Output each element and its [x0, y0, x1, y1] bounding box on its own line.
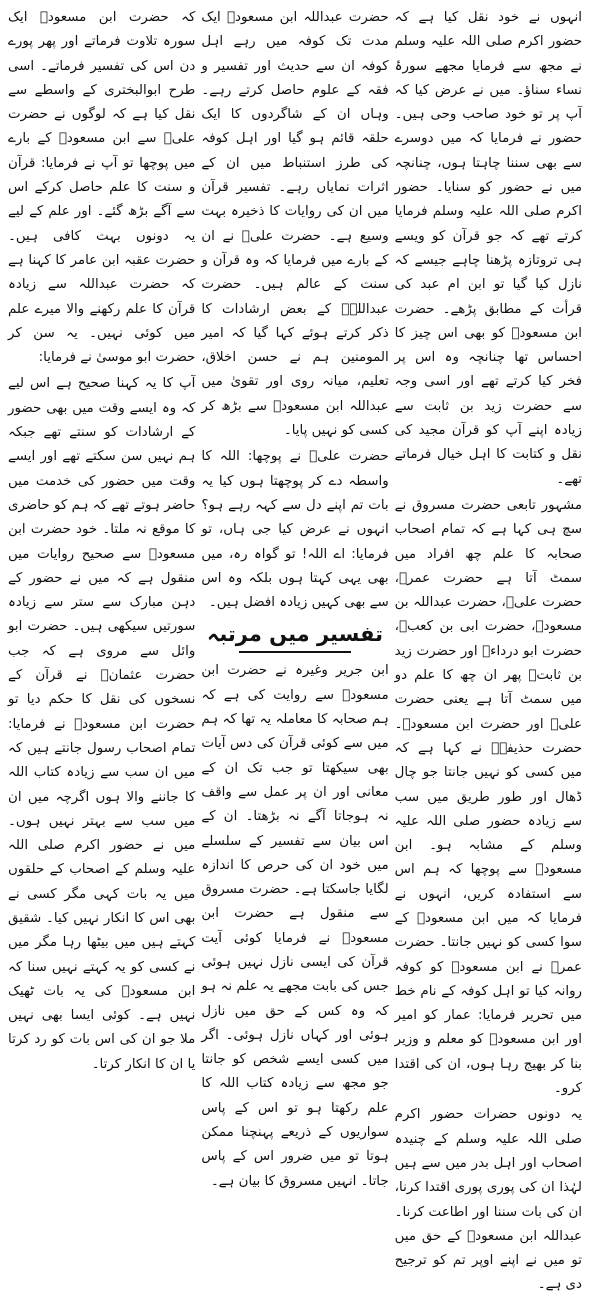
paragraph: ابن جریر وغیرہ نے حضرت ابن مسعودؓ سے روایت کی ہے کہ ہم صحابہ کا معاملہ یہ تھا کہ ہم میں سے کوئی قرآن کی دس آیات بھی سیکھتا تو جب تک ان کے معانی اور ان پر عمل سے واقف نہ ہوجاتا آگے نہ بڑھتا۔ ان کے اس بیان سے تفسیر کے سلسلے میں خود ان کی حرص کا اندازہ لگایا جاسکتا ہے۔ حضرت مسروق سے منقول ہے حضرت ابن مسعودؓ نے فرمایا کوئی آیت قرآن کی ایسی نازل نہیں ہوئی جس کی بابت مجھے یہ علم نہ ہو کہ وہ کس کے حق میں نازل ہوئی اور کہاں نازل ہوئی۔ اگر میں کسی ایسے شخص کو جانتا جو مجھ سے زیادہ کتاب اللہ کا علم رکھتا ہو تو اس کے پاس سواریوں کے ذریعے پہنچنا ممکن ہوتا تو میں ضرور اس کے پاس جاتا۔ انہیں مسروق کا بیان ہے۔: [201, 663, 389, 1189]
paragraph: انہوں نے خود نقل کیا ہے کہ حضور اکرم صلی اللہ علیہ وسلم نے مجھ سے فرمایا مجھے سورۂ نساء سناؤ۔ میں نے عرض کیا کہ آپ پر تو خود صاحب وحی ہیں۔ حضور نے فرمایا کہ میں دوسرے سے بھی سننا چاہتا ہوں، چنانچہ میں نے حضور کو سنایا۔ حضور اکرم صلی اللہ علیہ وسلم فرمایا کرتے تھے کہ جو قرآن کو ویسے ہی تروتازہ پڑھنا چاہے جیسے کہ نازل کیا گیا تو ابن ام عبد کی قرأت کے مطابق پڑھے۔ حضرت ابن مسعودؓ کو بھی اس چیز کا احساس تھا چنانچہ وہ اس پر فخر کیا کرتے تھے اور اسی وجہ سے حضرت زید بن ثابت سے زیادہ اپنے آپ کو قرآن مجید کی نقل و کتابت کا اہل خیال فرماتے تھے۔: [394, 10, 582, 487]
paragraph: آپ کا یہ کہنا صحیح ہے اس لیے کہ وہ ایسے وقت میں بھی حضور کے ارشادات کو سنتے تھے جبکہ ہم نہیں سن سکتے تھے اور ایسے وقت میں حضور کی خدمت میں حاضر ہوتے تھے کہ ہم کو حاضری کا موقع نہ ملتا۔ خود حضرت ابن مسعودؓ سے صحیح روایات میں منقول ہے کہ میں نے حضور کے دہن مبارک سے ستر سے زیادہ سورتیں سیکھی ہیں۔ حضرت ابو وائل سے مروی ہے کہ جب حضرت عثمانؓ نے قرآن کے نسخوں کی نقل کا حکم دیا تو حضرت ابن مسعودؓ نے فرمایا: تمام اصحاب رسول جانتے ہیں کہ میں ان سب سے زیادہ کتاب اللہ کا جاننے والا ہوں اگرچہ میں ان میں سب سے بہتر نہیں ہوں۔ میں نے حضور اکرم صلی اللہ علیہ وسلم کے اصحاب کے حلقوں میں یہ بات کہی مگر کسی نے بھی اس کا انکار نہیں کیا۔ شقیق کہتے ہیں میں بیٹھا رہا مگر میں نے کسی کو یہ کہتے نہیں سنا کہ ابن مسعودؓ کی یہ بات ٹھیک نہیں ہے۔ کوئی ایسا بھی نہیں ملا جو ان کی اس بات کو رد کرتا یا ان کا انکار کرتا۔: [8, 376, 196, 1072]
column-right: [394, 6, 582, 1293]
paragraph: کہ حضرت ابن مسعودؓ ایک سورہ تلاوت فرماتے اور پھر پورے دن اس کی تفسیر فرماتے۔ اسی طرح ابوالبختری کے واسطے سے نقل کیا ہے کہ لوگوں نے حضرت علیؓ سے ابن مسعودؓ کے بارے میں پوچھا تو آپ نے فرمایا: قرآن و سنت کا علم حاصل کرکے اس سے آگے بڑھ گئے۔ اور علم کے لیے یہ دونوں بہت کافی ہیں۔ حضرت عقبہ ابن عامر کا کہنا ہے کہ حضرت عبداللہ سے زیادہ قرآن کا علم رکھنے والا میرے علم میں کوئی نہیں۔ یہ سن کر حضرت ابو موسیٰ نے فرمایا:: [8, 10, 196, 366]
paragraph: مشہور تابعی حضرت مسروق نے سچ ہی کہا ہے کہ تمام اصحاب صحابہ کا علم چھ افراد میں سمٹ آتا ہے حضرت عمرؓ، حضرت علیؓ، حضرت عبداللہ بن مسعودؓ، حضرت ابی بن کعبؓ، حضرت ابو درداءؓ اور حضرت زید بن ثابتؓ پھر ان چھ کا علم دو میں سمٹ آتا ہے یعنی حضرت علیؓ اور حضرت ابن مسعودؓ۔ حضرت حذیفہؓ نے کہا ہے کہ میں کسی کو نہیں جانتا جو چال ڈھال اور طور طریق میں سب سے زیادہ حضور صلی اللہ علیہ وسلم کے مشابہ ہو۔ ابن مسعودؓ سے پوچھا کہ ہم اس سے استفادہ کریں، انہوں نے فرمایا کہ میں ابن مسعودؓ کے سوا کسی کو نہیں جانتا۔ حضرت عمرؓ نے ابن مسعودؓ کو کوفہ روانہ کیا تو اہل کوفہ کے نام خط میں تحریر فرمایا: عمار کو امیر اور ابن مسعودؓ کو معلم و وزیر بنا کر بھیج رہا ہوں، ان کی اقتدا کرو۔: [394, 497, 582, 1097]
section-heading: تفسیر میں مرتبہ: [207, 622, 383, 647]
paragraph: حضرت عبداللہ ابن مسعودؓ ایک مدت تک کوفہ میں رہے اہل کوفہ ان سے حدیث اور تفسیر و فقہ کے علوم حاصل کرتے رہے۔ وہاں ان کے شاگردوں کا ایک حلقہ قائم ہو گیا اور اہل کوفہ کی طرز استنباط میں ان کے اثرات نمایاں رہے۔ تفسیر قرآن میں ان کی روایات کا ذخیرہ بہت وسیع ہے۔ حضرت علیؓ نے ان کے بارے میں فرمایا کہ وہ قرآن و سنت کے عالم ہیں۔ حضرت عبداللہؓ کے بعض ارشادات کا ذکر کرتے ہوئے کہا گیا کہ امیر المومنین ہم نے حسن اخلاق، تعلیم، میانہ روی اور تقویٰ میں عبداللہ ابن مسعودؓ سے بڑھ کر کسی کو نہیں پایا۔: [201, 10, 389, 439]
column-left: [8, 6, 196, 1072]
column-middle: [201, 6, 389, 1189]
heading-underline: [239, 651, 351, 653]
paragraph: یہ دونوں حضرات حضور اکرم صلی اللہ علیہ وسلم کے چنیدہ اصحاب اور اہل بدر میں سے ہیں لہٰذا ان کی پوری پوری اقتدا کرنا، ان کی بات سننا اور اطاعت کرنا۔ عبداللہ ابن مسعودؓ کے حق میں تو میں نے اپنے اوپر تم کو ترجیح دی ہے۔: [394, 1107, 582, 1293]
paragraph: حضرت علیؓ نے پوچھا: اللہ کا واسطہ دے کر پوچھتا ہوں کیا یہ بات تم اپنے دل سے کہہ رہے ہو؟ انہوں نے عرض کیا جی ہاں، تو فرمایا: اے اللہ! تو گواہ رہ، میں بھی یہی کہتا ہوں بلکہ وہ اس سے بھی کہیں زیادہ افضل ہیں۔: [201, 449, 389, 611]
